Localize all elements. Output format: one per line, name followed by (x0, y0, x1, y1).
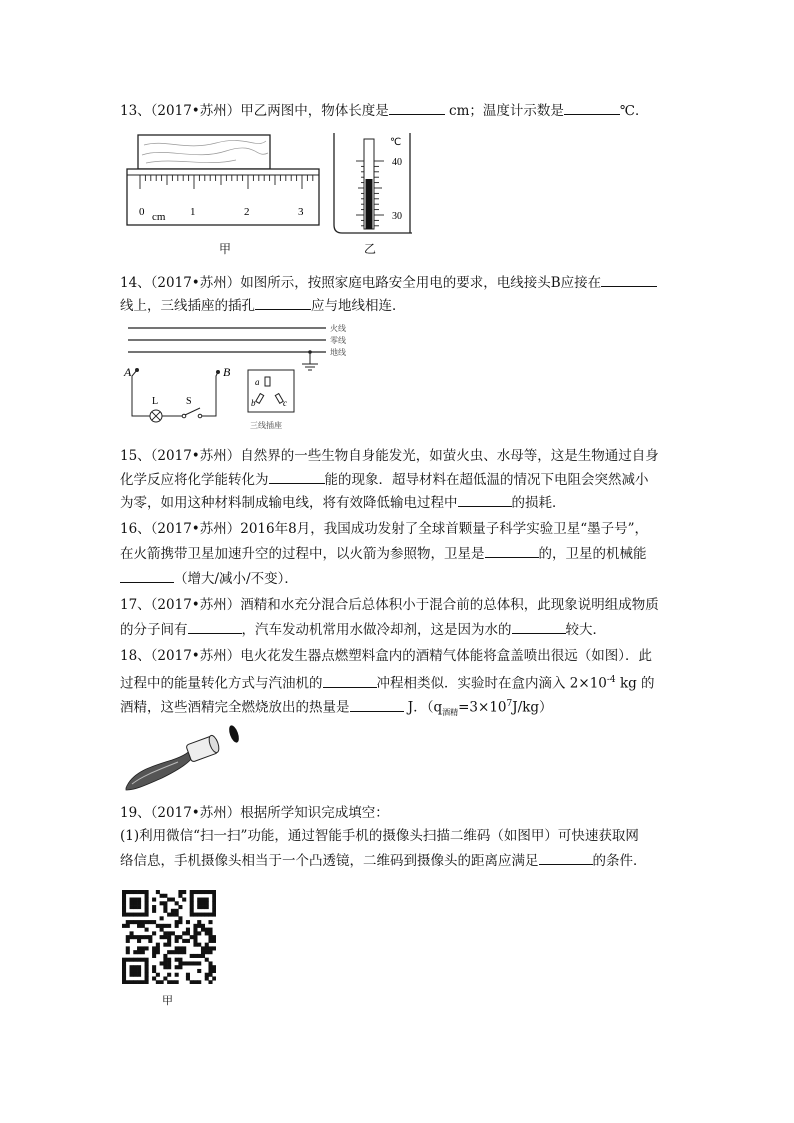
thermometer-label-30: 30 (392, 211, 402, 222)
ruler-figure (126, 133, 322, 233)
q18-line2-text: 过程中的能量转化方式与汽油机的 (120, 675, 323, 692)
live-wire-label: 火线 (330, 324, 346, 333)
socket-caption: 三线插座 (250, 421, 282, 430)
q18-line2 (120, 670, 680, 694)
circuit-figure (120, 320, 370, 438)
q15-line2 (120, 469, 680, 490)
q18-line3-text: 酒精，这些酒精完全燃烧放出的热量是 (120, 699, 350, 716)
q14-line1-text: 14、（2017•苏州）如图所示，按照家庭电路安全用电的要求，电线接头B应接在 (120, 275, 602, 291)
q19-line2: (1)利用微信“扫一扫”功能，通过智能手机的摄像头扫描二维码（如图甲）可快速获取网 (120, 828, 639, 844)
q17-line1: 17、（2017•苏州）酒精和水充分混合后总体积小于混合前的总体积，此现象说明组成物质 (120, 597, 659, 613)
q16-blank-mechanical-energy[interactable] (120, 568, 174, 583)
q17-blank-property[interactable] (512, 619, 566, 634)
q16-line3 (120, 568, 680, 589)
ruler-label-0: 0 (139, 206, 145, 218)
thermometer-figure (332, 133, 416, 237)
thermometer-label-40: 40 (392, 157, 402, 168)
q19-line3 (120, 850, 680, 871)
q18-blank-stroke[interactable] (323, 673, 377, 688)
q14-blank-wire[interactable] (601, 272, 657, 287)
q13-text (120, 100, 680, 121)
measured-object (138, 135, 270, 169)
ruler-label-1: 1 (190, 206, 196, 218)
q18-line1: 18、（2017•苏州）电火花发生器点燃塑料盒内的酒精气体能将盒盖喷出很远（如图）．此 (120, 648, 652, 664)
point-b-label: B (223, 365, 231, 379)
q14-line2 (120, 295, 680, 316)
ruler-label-cm: cm (152, 211, 166, 223)
q13-blank-length[interactable] (389, 100, 445, 115)
lamp-label: L (152, 396, 159, 407)
q13-blank-temperature[interactable] (564, 100, 620, 115)
q16-line3-suffix: （增大/减小/不变）． (174, 571, 298, 587)
q17-line2-text: 的分子间有 (120, 622, 188, 638)
q14-line1 (120, 272, 680, 293)
q17-line2 (120, 619, 680, 640)
q16-line2 (120, 543, 680, 564)
q16-line2-suffix: 的，卫星的机械能 (538, 546, 647, 562)
q15-blank-loss[interactable] (458, 492, 512, 507)
ruler-label-2: 2 (244, 206, 250, 218)
q13-prefix: 13、（2017•苏州）甲乙两图中，物体长度是 (120, 103, 389, 119)
q18-line3 (120, 694, 680, 723)
point-a-label: A (124, 365, 132, 379)
q17-blank-gap[interactable] (188, 619, 242, 634)
socket-hole-a-label: a (255, 377, 260, 387)
ruler-label-3: 3 (298, 206, 304, 218)
q13-suffix: ℃． (619, 103, 649, 119)
neutral-wire-label: 零线 (330, 336, 346, 345)
ground-wire-label: 地线 (330, 348, 346, 357)
q18-line3-mid: J．（q (403, 699, 443, 716)
q14-line2-suffix: 应与地线相连． (311, 298, 406, 314)
q14-blank-hole[interactable] (255, 295, 311, 310)
fig-yi-caption: 乙 (364, 242, 377, 256)
q18-exponent: -4 (606, 675, 616, 685)
spark-igniter-figure (122, 720, 256, 794)
qr-caption: 甲 (162, 994, 173, 1007)
q17-line2-mid: ，汽车发动机常用水做冷却剂，这是因为水的 (241, 622, 512, 638)
q16-line1: 16、（2017•苏州）2016年8月，我国成功发射了全球首颗量子科学实验卫星“墨子号”， (120, 521, 648, 537)
q15-line3-text: 为零，如用这种材料制成输电线，将有效降低输电过程中 (120, 495, 458, 511)
socket-hole-b-label: b (251, 398, 256, 408)
q18-line3-eq: =3×10 (458, 699, 507, 716)
q17-line2-suffix: 较大． (565, 622, 606, 638)
q15-line2-text: 化学反应将化学能转化为 (120, 472, 269, 488)
fig-jia-caption: 甲 (219, 242, 232, 256)
q18-line2-suffix: kg 的 (615, 675, 655, 692)
switch-label: S (186, 396, 192, 407)
socket-hole-c-label: c (283, 398, 287, 408)
q14-line2-text: 线上，三线插座的插孔 (120, 298, 255, 314)
q16-line2-text: 在火箭携带卫星加速升空的过程中，以火箭为参照物，卫星是 (120, 546, 485, 562)
box-lid (227, 724, 241, 744)
q15-line1: 15、（2017•苏州）自然界的一些生物自身能发光，如萤火虫、水母等，这是生物通过自身 (120, 448, 659, 464)
q19-line3-suffix: 的条件． (592, 853, 647, 869)
q18-blank-heat[interactable] (350, 697, 404, 712)
q18-line3-suffix: J/kg） (512, 699, 553, 716)
thermometer-unit: ℃ (390, 137, 402, 148)
q16-blank-motion[interactable] (485, 543, 539, 558)
q18-line2-mid: 冲程相类似．实验时在盒内滴入 2×10 (376, 675, 607, 692)
q18-exponent-7: 7 (506, 699, 513, 709)
q15-line3 (120, 492, 680, 513)
q19-line3-text: 络信息，手机摄像头相当于一个凸透镜，二维码到摄像头的距离应满足 (120, 853, 539, 869)
q19-blank-distance[interactable] (539, 850, 593, 865)
qr-code-image (122, 890, 216, 984)
q15-blank-energy[interactable] (269, 469, 325, 484)
q18-subscript: 酒精 (442, 708, 459, 718)
switch-icon (185, 408, 200, 415)
q19-line1: 19、（2017•苏州）根据所学知识完成填空： (120, 805, 389, 821)
q13-mid: cm；温度计示数是 (444, 103, 564, 119)
q15-line2-suffix: 能的现象．超导材料在超低温的情况下电阻会突然减小 (324, 472, 649, 488)
mercury-column (366, 179, 373, 229)
q15-line3-suffix: 的损耗． (511, 495, 566, 511)
